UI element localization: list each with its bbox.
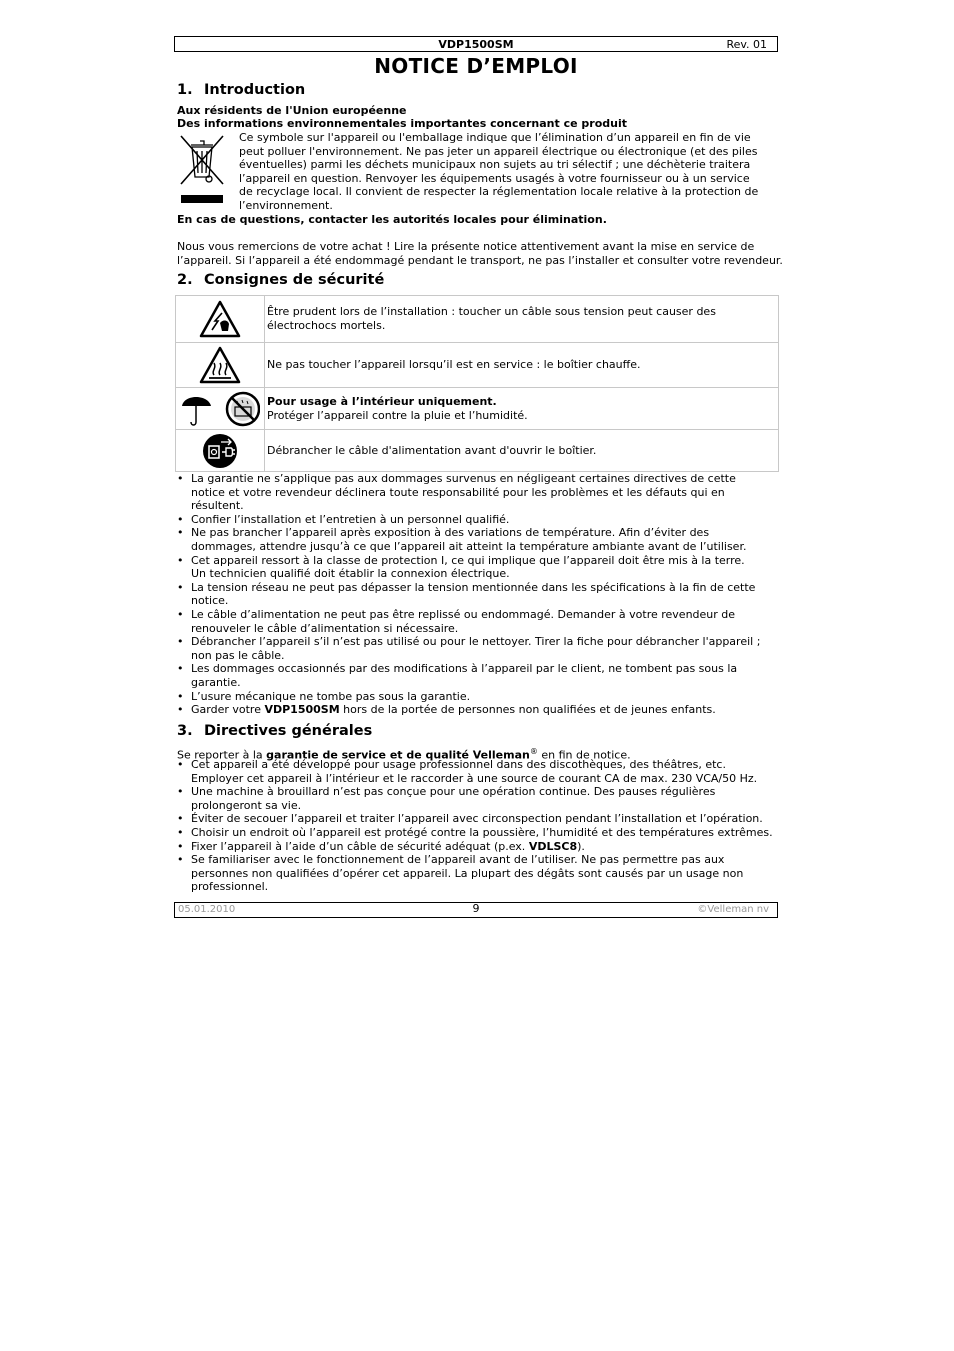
list-item: • Les dommages occasionnés par des modifications à l’appareil par le client, ne tombent pas sous la garantie. (177, 662, 738, 689)
list-item: • Fixer l’appareil à l’aide d’un câble de sécurité adéquat (p.ex. VDLSC8). (177, 839, 585, 853)
general-guidelines-list (177, 758, 777, 894)
list-item: • Éviter de secouer l’appareil et traiter l’appareil avec circonspection pendant l’installation et l’opération. (177, 812, 763, 826)
environment-info-subheading: Des informations environnementales importantes concernant ce produit (177, 117, 627, 130)
list-item: • Une machine à brouillard n’est pas conçue pour une opération continue. Des pauses régulières prolongeront sa vie. (177, 785, 716, 812)
weee-notice: Ce symbole sur l'appareil ou l'emballage indique que l’élimination d’un appareil en fin de vie peut polluer l'environnement. Ne pas jeter un appareil électrique ou électronique (et des piles éventuelles) parmi les déchets municipaux non sujets au tri sélectif ; une déchèterie traitera l’appareil en question. Renvoyer les équipements usagés à votre fournisseur ou à un service de recyclage local. Il convient de respecter la réglementation locale relative à la protection de l’environnement. (239, 131, 759, 212)
safety-instructions-table (175, 295, 779, 472)
section-heading-introduction: 1. Introduction (177, 82, 306, 98)
contact-authorities-note: En cas de questions, contacter les autorités locales pour élimination. (177, 213, 607, 226)
crossed-bin-weee-icon (178, 133, 226, 205)
list-item: • Choisir un endroit où l’appareil est protégé contre la poussière, l’humidité et des températures extrêmes. (177, 825, 773, 839)
safety-row-unplug: Débrancher le câble d'alimentation avant d'ouvrir le boîtier. (176, 430, 779, 472)
safety-row-indoor-use: Pour usage à l’intérieur uniquement. Protéger l’appareil contre la pluie et l’humidité. (176, 388, 779, 430)
thank-you-paragraph: Nous vous remercions de votre achat ! Lire la présente notice attentivement avant la mise en service de l’appareil. Si l’appareil a été endommagé pendant le transport, ne pas l’installer et consulter votre revendeur. (177, 240, 783, 267)
revision-label: Rev. 01 (726, 38, 767, 51)
indoor-use-only-icon (180, 390, 260, 428)
model-number: VDP1500SM (438, 38, 514, 51)
unplug-before-opening-icon (201, 432, 239, 470)
list-item: • Débrancher l’appareil s’il n’est pas utilisé ou pour le nettoyer. Tirer la fiche pour débrancher l'appareil ; non pas le câble. (177, 635, 761, 662)
safety-bullet-list (177, 472, 777, 717)
document-title: NOTICE D’EMPLOI (374, 54, 578, 78)
footer-date: 05.01.2010 (178, 904, 236, 915)
list-item: • La tension réseau ne peut pas dépasser la tension mentionnée dans les spécifications à la fin de cette notice. (177, 580, 756, 608)
safety-row-electric-shock: Être prudent lors de l’installation : toucher un câble sous tension peut causer des électrochocs mortels. (176, 296, 779, 343)
list-item: • Cet appareil ressort à la classe de protection I, ce qui implique que l’appareil doit être mis à la terre. Un technicien qualifié doit établir la connexion électrique. (177, 553, 745, 581)
list-item: • Garder votre VDP1500SM hors de la portée de personnes non qualifiées et de jeunes enfants. (177, 703, 716, 717)
safety-row-hot-surface: Ne pas toucher l’appareil lorsqu’il est en service : le boîtier chauffe. (176, 343, 779, 388)
list-item: • Se familiariser avec le fonctionnement de l’appareil avant de l’utiliser. Ne pas permettre pas aux personnes non qualifiées d’opérer cet appareil. La plupart des dégâts sont causés par un usage non professionnel. (177, 853, 744, 894)
page-number: 9 (472, 902, 480, 915)
list-item: • L’usure mécanique ne tombe pas sous la garantie. (177, 689, 471, 703)
page-header (174, 36, 778, 52)
list-item: • Ne pas brancher l’appareil après exposition à des variations de température. Afin d’éviter des dommages, attendre jusqu’à ce que l’appareil ait atteint la température ambiante avant de l’utiliser. (177, 526, 747, 553)
list-item: • La garantie ne s’applique pas aux dommages survenus en négligeant certaines directives de cette notice et votre revendeur déclinera toute responsabilité pour les problèmes et les défauts qui en résultent. (177, 472, 736, 513)
copyright: ©Velleman nv (697, 904, 769, 915)
hot-surface-warning-icon (198, 345, 242, 385)
section-heading-general-guidelines: 3. Directives générales (177, 723, 373, 739)
section-heading-safety: 2. Consignes de sécurité (177, 272, 385, 288)
list-item: • Le câble d’alimentation ne peut pas être replissé ou endommagé. Demander à votre revendeur de renouveler le câble d’alimentation si nécessaire. (177, 607, 736, 635)
electric-shock-warning-icon (198, 299, 242, 339)
eu-residents-subheading: Aux résidents de l'Union européenne (177, 104, 407, 117)
list-item: • Cet appareil a été développé pour usage professionnel dans des discothèques, des théâtres, etc. Employer cet appareil à l’intérieur et le raccorder à une source de courant CA de max. 230 VCA/50 Hz. (177, 758, 758, 785)
warranty-reference: Se reporter à la garantie de service et de qualité Velleman® en fin de notice. (177, 747, 631, 762)
page-footer (174, 902, 778, 918)
list-item: • Confier l’installation et l’entretien à un personnel qualifié. (177, 512, 510, 526)
